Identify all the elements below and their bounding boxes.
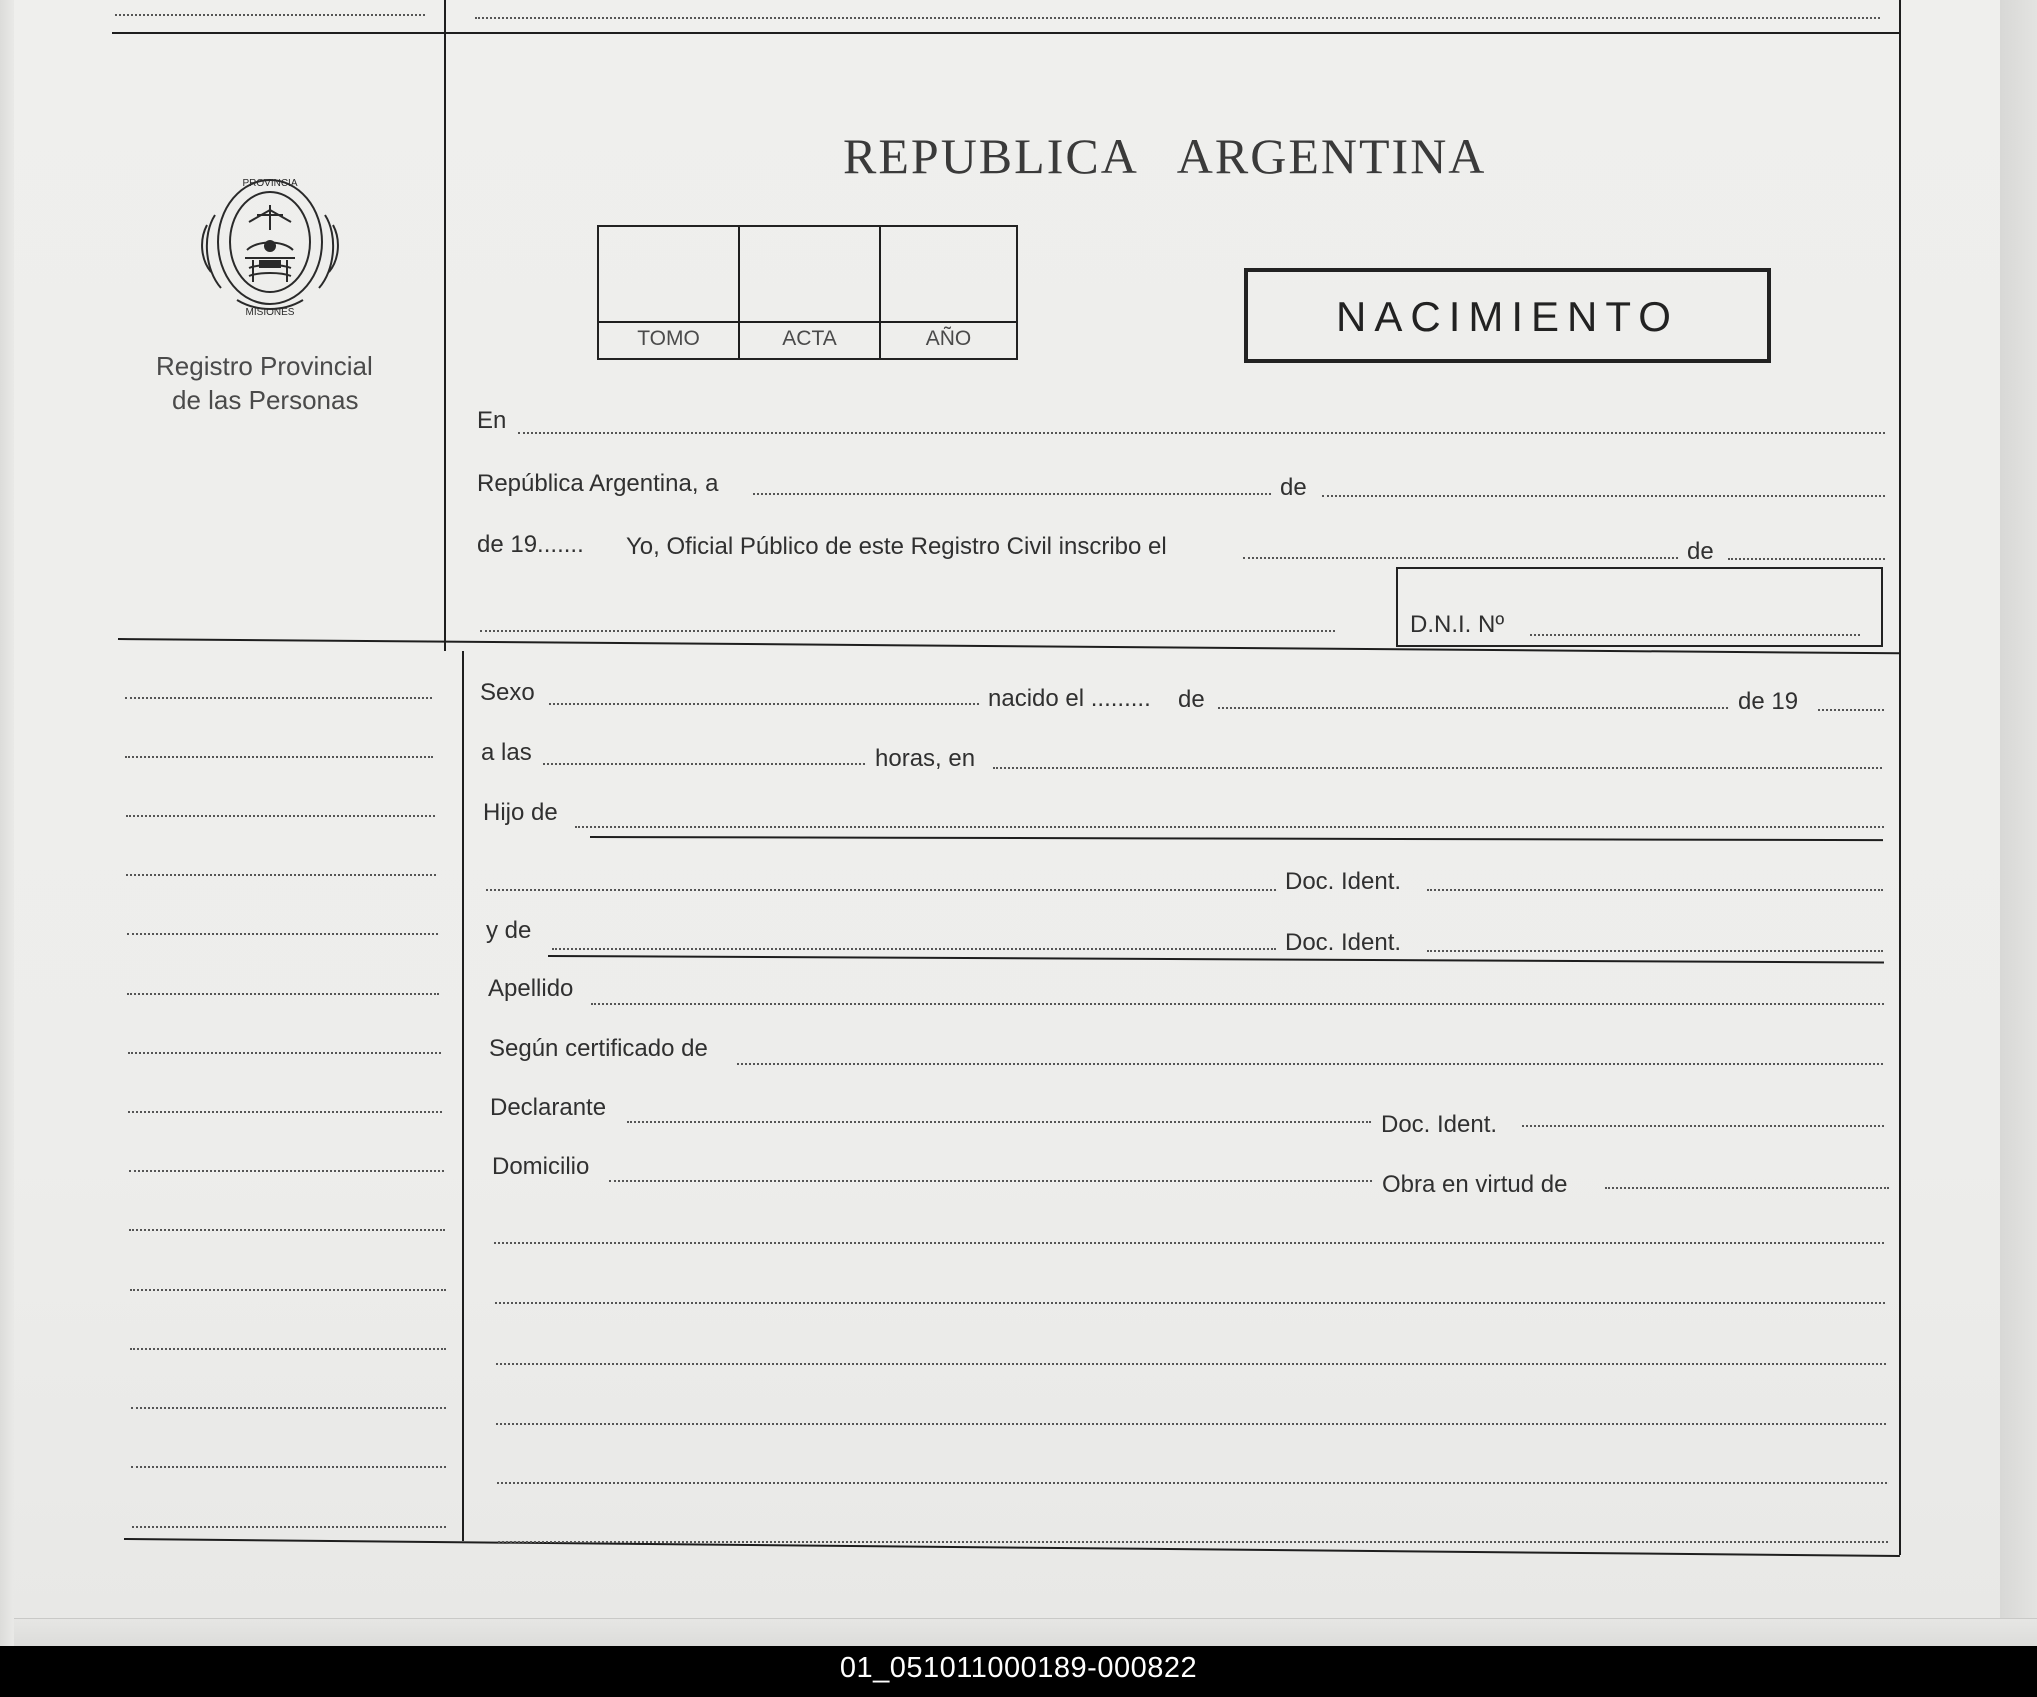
top-right-dotted-line <box>475 17 1880 19</box>
year-label: de 19....... <box>477 531 584 558</box>
republica-label: República Argentina, a <box>477 470 719 497</box>
registry-name-line2: de las Personas <box>172 385 359 415</box>
y-de-label: y de <box>486 917 532 944</box>
margin-note-line[interactable] <box>129 1229 445 1231</box>
en-label: En <box>477 407 507 434</box>
father-field[interactable] <box>575 826 1884 828</box>
nacido-label: nacido el ......... <box>988 685 1151 712</box>
apellido-label: Apellido <box>488 975 574 1002</box>
domicilio-label: Domicilio <box>492 1153 590 1180</box>
margin-note-line[interactable] <box>125 756 433 758</box>
registry-name-line1: Registro Provincial <box>156 351 373 381</box>
sexo-label: Sexo <box>480 679 535 706</box>
margin-note-line[interactable] <box>132 1526 446 1528</box>
inscribo-field[interactable] <box>1243 557 1678 559</box>
hijo-label: Hijo de <box>483 799 558 826</box>
notes-line[interactable] <box>494 1242 1884 1244</box>
birth-year-label: de 19 <box>1738 688 1799 715</box>
tomo-label: TOMO <box>637 327 700 350</box>
notes-line[interactable] <box>498 1541 1888 1543</box>
margin-note-line[interactable] <box>125 697 432 699</box>
margin-note-line[interactable] <box>127 933 438 935</box>
apellido-field[interactable] <box>591 1003 1884 1005</box>
document-type-title: NACIMIENTO <box>1336 293 1679 340</box>
dni-field[interactable] <box>1530 634 1860 636</box>
acta-label: ACTA <box>782 327 837 350</box>
obra-field[interactable] <box>1605 1187 1889 1189</box>
margin-note-line[interactable] <box>129 1170 444 1172</box>
oficial-statement: Yo, Oficial Público de este Registro Civil inscribo el <box>626 533 1167 560</box>
margin-note-line[interactable] <box>126 815 435 817</box>
country-title: REPUBLICA ARGENTINA <box>843 128 1487 184</box>
margin-note-line[interactable] <box>127 993 439 995</box>
obra-label: Obra en virtud de <box>1382 1171 1568 1198</box>
mother-doc-label: Doc. Ident. <box>1285 929 1402 956</box>
month-field[interactable] <box>1322 495 1885 497</box>
birthplace-field[interactable] <box>993 767 1882 769</box>
segun-label: Según certificado de <box>489 1035 708 1062</box>
notes-line[interactable] <box>496 1363 1886 1365</box>
sexo-field[interactable] <box>549 703 979 705</box>
mother-doc-field[interactable] <box>1427 950 1883 952</box>
ano-label: AÑO <box>925 327 972 350</box>
month-de-label: de <box>1280 474 1307 501</box>
inscribo-de-label: de <box>1687 538 1714 565</box>
declarante-field[interactable] <box>627 1121 1371 1123</box>
declarante-doc-field[interactable] <box>1522 1125 1884 1127</box>
birth-year-field[interactable] <box>1818 709 1884 711</box>
margin-note-line[interactable] <box>131 1407 446 1409</box>
document-type-box <box>1244 268 1771 363</box>
dni-label: D.N.I. Nº <box>1410 611 1505 638</box>
inscribo-de-field[interactable] <box>1728 558 1885 560</box>
top-left-dotted-line <box>115 14 425 16</box>
continuation-field[interactable] <box>480 630 1335 632</box>
ref-label-rule <box>599 321 1016 323</box>
declarante-label: Declarante <box>490 1094 607 1121</box>
birth-month-field[interactable] <box>1218 707 1728 709</box>
provincial-seal <box>197 160 343 322</box>
top-rule <box>112 32 1900 34</box>
notes-line[interactable] <box>495 1302 1885 1304</box>
certificado-field[interactable] <box>737 1063 1883 1065</box>
mother-field[interactable] <box>552 948 1276 950</box>
a-las-label: a las <box>481 739 532 766</box>
margin-note-line[interactable] <box>130 1348 446 1350</box>
father-name-cont-field[interactable] <box>486 889 1276 891</box>
margin-note-line[interactable] <box>126 874 436 876</box>
en-field[interactable] <box>518 432 1885 434</box>
father-doc-field[interactable] <box>1427 889 1883 891</box>
image-id-label: 01_051011000189-000822 <box>839 1652 1198 1684</box>
seal-bottom-lettering: MISIONES <box>245 307 295 318</box>
margin-note-line[interactable] <box>131 1466 446 1468</box>
page-bottom-edge <box>14 1618 2037 1646</box>
lower-divider <box>462 651 464 1541</box>
notes-line[interactable] <box>497 1482 1887 1484</box>
upper-divider <box>444 0 446 651</box>
right-border <box>1899 0 1901 1555</box>
declarante-doc-label: Doc. Ident. <box>1381 1111 1498 1138</box>
domicilio-field[interactable] <box>609 1180 1372 1182</box>
dni-box <box>1396 567 1883 647</box>
horas-label: horas, en <box>875 745 976 772</box>
margin-note-line[interactable] <box>130 1289 446 1291</box>
reference-table <box>597 225 1018 360</box>
margin-note-line[interactable] <box>128 1111 442 1113</box>
seal-top-lettering: PROVINCIA <box>242 178 298 189</box>
margin-note-line[interactable] <box>128 1052 441 1054</box>
day-field[interactable] <box>753 493 1271 495</box>
father-doc-label: Doc. Ident. <box>1285 868 1402 895</box>
hour-field[interactable] <box>543 763 865 765</box>
notes-line[interactable] <box>496 1423 1886 1425</box>
birth-de-label: de <box>1178 686 1205 713</box>
